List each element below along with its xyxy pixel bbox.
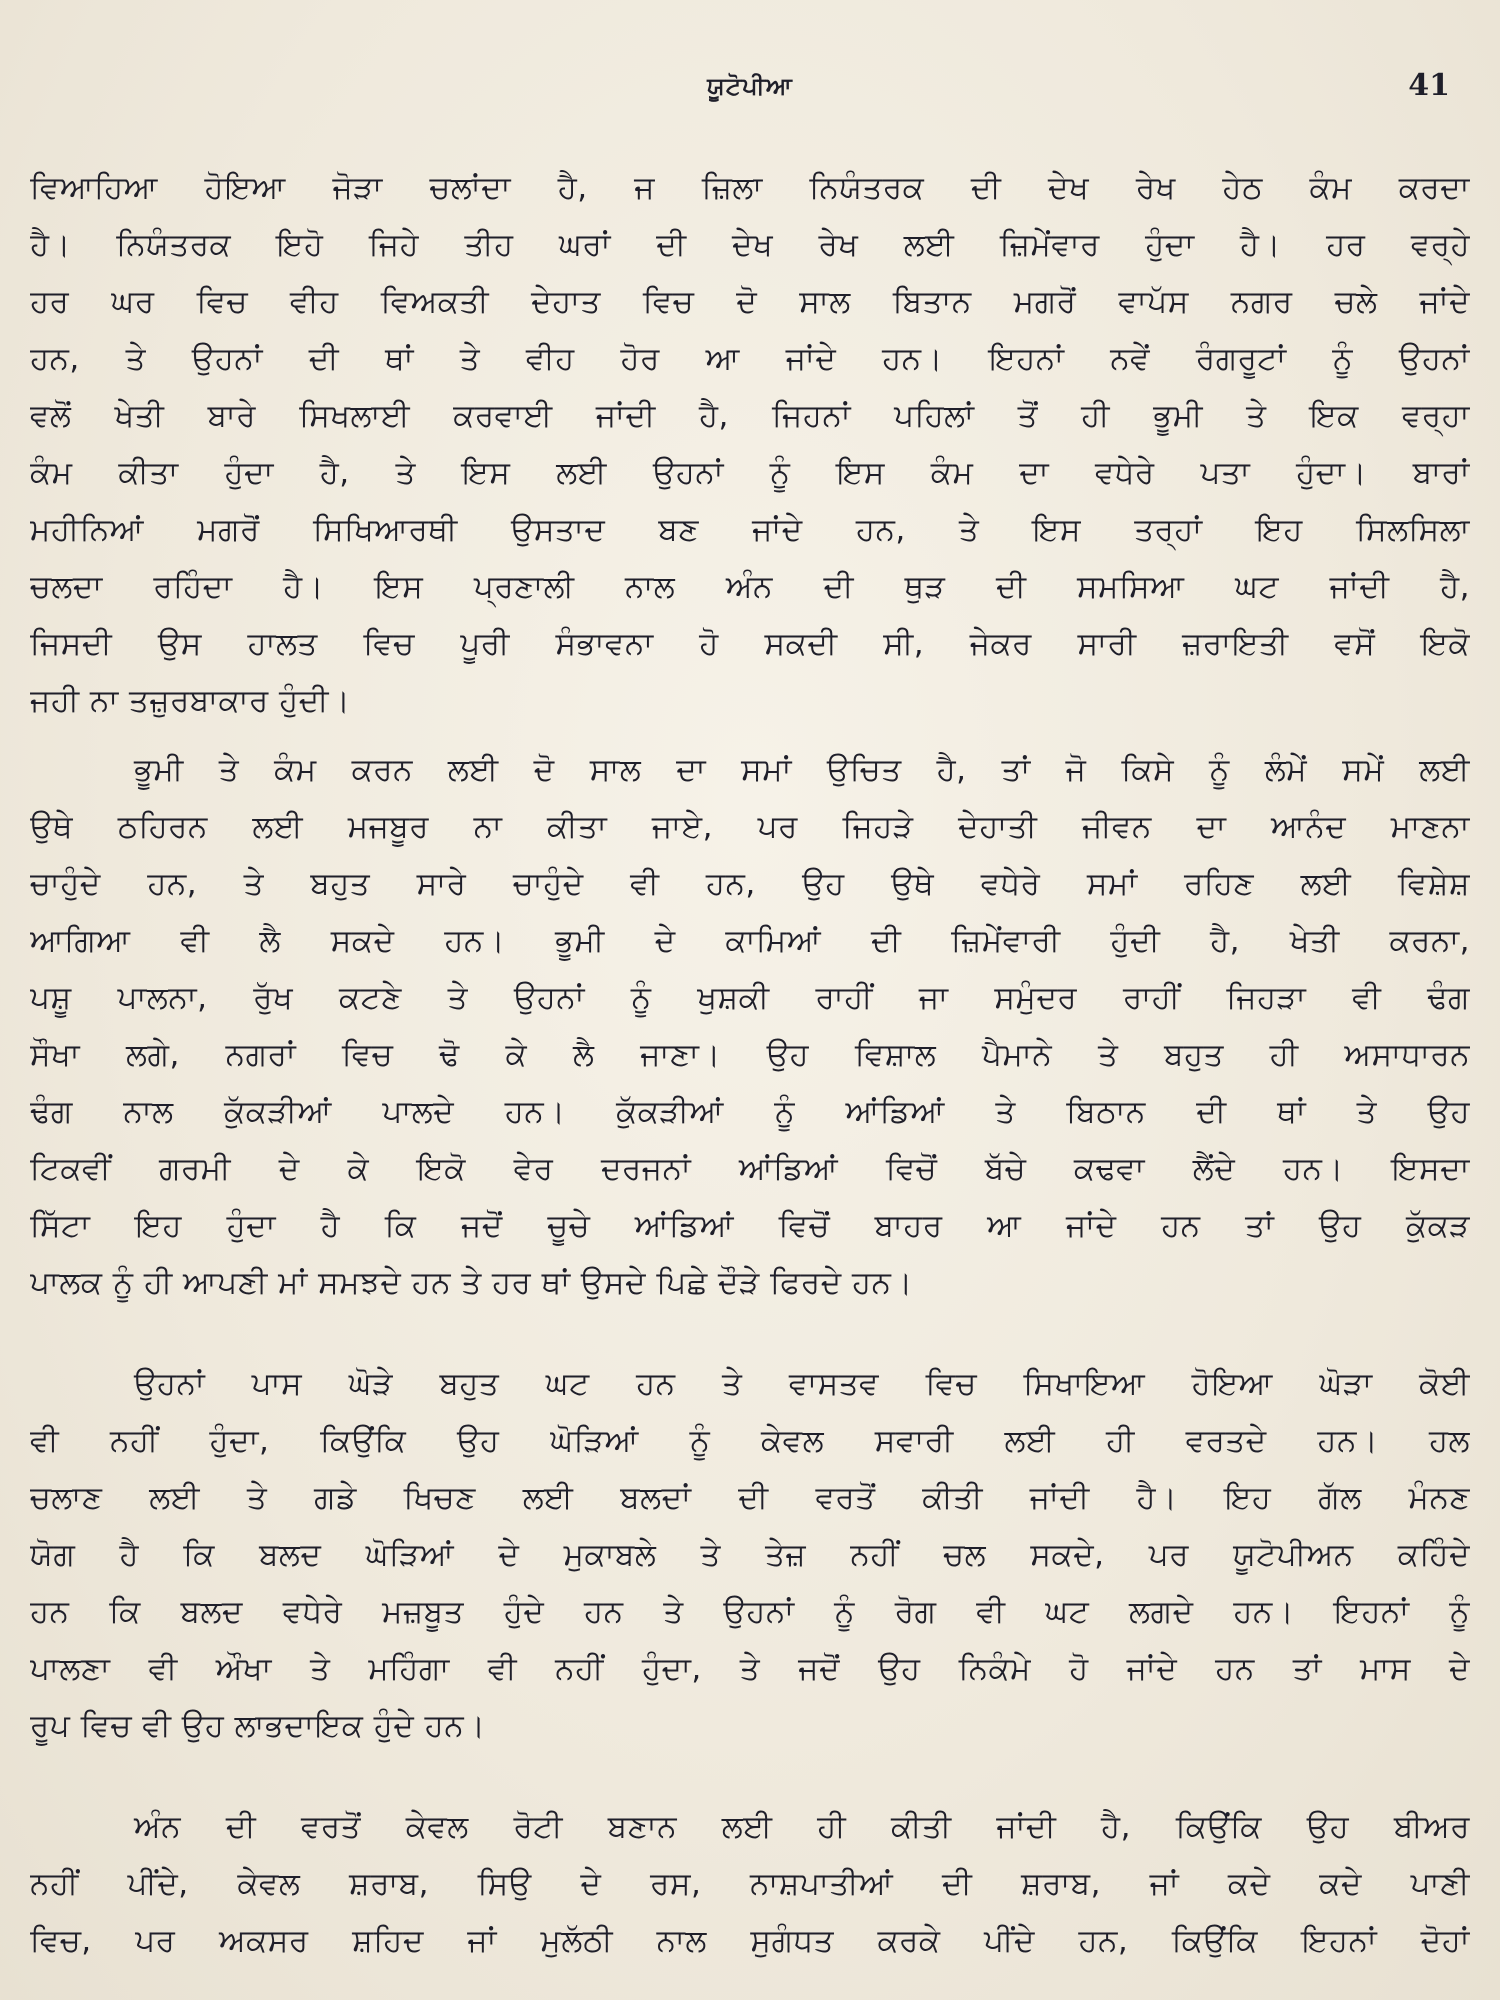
- text-line: ਜਿਸਦੀ ਉਸ ਹਾਲਤ ਵਿਚ ਪੂਰੀ ਸੰਭਾਵਨਾ ਹੋ ਸਕਦੀ ਸੀ, ਜੇਕਰ ਸਾਰੀ ਜ਼ਰਾਇਤੀ ਵਸੋਂ ਇਕੋ: [30, 626, 1470, 662]
- text-line: ਹਰ ਘਰ ਵਿਚ ਵੀਹ ਵਿਅਕਤੀ ਦੇਹਾਤ ਵਿਚ ਦੋ ਸਾਲ ਬਿਤਾਨ ਮਗਰੋਂ ਵਾਪੱਸ ਨਗਰ ਚਲੇ ਜਾਂਦੇ: [30, 284, 1470, 320]
- running-title: ਯੂਟੋਪੀਆ: [707, 72, 793, 100]
- text-line: ਨਹੀਂ ਪੀਂਦੇ, ਕੇਵਲ ਸ਼ਰਾਬ, ਸਿਉ ਦੇ ਰਸ, ਨਾਸ਼ਪਾਤੀਆਂ ਦੀ ਸ਼ਰਾਬ, ਜਾਂ ਕਦੇ ਕਦੇ ਪਾਣੀ: [30, 1866, 1470, 1902]
- text-line: ਵਿਚ, ਪਰ ਅਕਸਰ ਸ਼ਹਿਦ ਜਾਂ ਮੁਲੱਠੀ ਨਾਲ ਸੁਗੰਧਤ ਕਰਕੇ ਪੀਂਦੇ ਹਨ, ਕਿਉਂਕਿ ਇਹਨਾਂ ਦੋਹਾਂ: [30, 1923, 1470, 1959]
- text-line: ਉਥੇ ਠਹਿਰਨ ਲਈ ਮਜਬੂਰ ਨਾ ਕੀਤਾ ਜਾਏ, ਪਰ ਜਿਹੜੇ ਦੇਹਾਤੀ ਜੀਵਨ ਦਾ ਆਨੰਦ ਮਾਣਨਾ: [30, 809, 1470, 845]
- text-line: ਚਾਹੁੰਦੇ ਹਨ, ਤੇ ਬਹੁਤ ਸਾਰੇ ਚਾਹੁੰਦੇ ਵੀ ਹਨ, ਉਹ ਉਥੇ ਵਧੇਰੇ ਸਮਾਂ ਰਹਿਣ ਲਈ ਵਿਸ਼ੇਸ਼: [30, 866, 1470, 902]
- text-line: ਵੀ ਨਹੀਂ ਹੁੰਦਾ, ਕਿਉਂਕਿ ਉਹ ਘੋੜਿਆਂ ਨੂੰ ਕੇਵਲ ਸਵਾਰੀ ਲਈ ਹੀ ਵਰਤਦੇ ਹਨ। ਹਲ: [30, 1423, 1470, 1459]
- page-number: 41: [1408, 68, 1450, 103]
- text-line: ਭੂਮੀ ਤੇ ਕੰਮ ਕਰਨ ਲਈ ਦੋ ਸਾਲ ਦਾ ਸਮਾਂ ਉਚਿਤ ਹੈ, ਤਾਂ ਜੋ ਕਿਸੇ ਨੂੰ ਲੰਮੇਂ ਸਮੇਂ ਲਈ: [134, 752, 1470, 788]
- body-text: [30, 160, 1470, 1970]
- text-line: ਚਲਾਣ ਲਈ ਤੇ ਗਡੇ ਖਿਚਣ ਲਈ ਬਲਦਾਂ ਦੀ ਵਰਤੋਂ ਕੀਤੀ ਜਾਂਦੀ ਹੈ। ਇਹ ਗੱਲ ਮੰਨਣ: [30, 1480, 1470, 1516]
- text-line: ਪਾਲਣਾ ਵੀ ਔਖਾ ਤੇ ਮਹਿੰਗਾ ਵੀ ਨਹੀਂ ਹੁੰਦਾ, ਤੇ ਜਦੋਂ ਉਹ ਨਿਕੰਮੇ ਹੋ ਜਾਂਦੇ ਹਨ ਤਾਂ ਮਾਸ ਦੇ: [30, 1651, 1470, 1687]
- text-line: ਰੂਪ ਵਿਚ ਵੀ ਉਹ ਲਾਭਦਾਇਕ ਹੁੰਦੇ ਹਨ।: [30, 1708, 486, 1744]
- text-line: ਆਗਿਆ ਵੀ ਲੈ ਸਕਦੇ ਹਨ। ਭੂਮੀ ਦੇ ਕਾਮਿਆਂ ਦੀ ਜ਼ਿਮੇਂਵਾਰੀ ਹੁੰਦੀ ਹੈ, ਖੇਤੀ ਕਰਨਾ,: [30, 923, 1470, 959]
- text-line: ਯੋਗ ਹੈ ਕਿ ਬਲਦ ਘੋੜਿਆਂ ਦੇ ਮੁਕਾਬਲੇ ਤੇ ਤੇਜ਼ ਨਹੀਂ ਚਲ ਸਕਦੇ, ਪਰ ਯੂਟੋਪੀਅਨ ਕਹਿੰਦੇ: [30, 1537, 1470, 1573]
- text-line: ਹਨ ਕਿ ਬਲਦ ਵਧੇਰੇ ਮਜ਼ਬੂਤ ਹੁੰਦੇ ਹਨ ਤੇ ਉਹਨਾਂ ਨੂੰ ਰੋਗ ਵੀ ਘਟ ਲਗਦੇ ਹਨ। ਇਹਨਾਂ ਨੂੰ: [30, 1594, 1470, 1630]
- paragraph-3: [30, 1356, 1470, 1755]
- text-line: ਮਹੀਨਿਆਂ ਮਗਰੋਂ ਸਿਖਿਆਰਥੀ ਉਸਤਾਦ ਬਣ ਜਾਂਦੇ ਹਨ, ਤੇ ਇਸ ਤਰ੍ਹਾਂ ਇਹ ਸਿਲਸਿਲਾ: [30, 512, 1470, 548]
- text-line: ਅੰਨ ਦੀ ਵਰਤੋਂ ਕੇਵਲ ਰੋਟੀ ਬਣਾਨ ਲਈ ਹੀ ਕੀਤੀ ਜਾਂਦੀ ਹੈ, ਕਿਉਂਕਿ ਉਹ ਬੀਅਰ: [134, 1809, 1470, 1845]
- text-line: ਪਸ਼ੂ ਪਾਲਨਾ, ਰੁੱਖ ਕਟਣੇ ਤੇ ਉਹਨਾਂ ਨੂੰ ਖੁਸ਼ਕੀ ਰਾਹੀਂ ਜਾ ਸਮੁੰਦਰ ਰਾਹੀਂ ਜਿਹੜਾ ਵੀ ਢੰਗ: [30, 980, 1470, 1016]
- text-line: ਢੰਗ ਨਾਲ ਕੁੱਕੜੀਆਂ ਪਾਲਦੇ ਹਨ। ਕੁੱਕੜੀਆਂ ਨੂੰ ਆਂਡਿਆਂ ਤੇ ਬਿਠਾਨ ਦੀ ਥਾਂ ਤੇ ਉਹ: [30, 1094, 1470, 1130]
- text-line: ਜਹੀ ਨਾ ਤਜ਼ੁਰਬਾਕਾਰ ਹੁੰਦੀ।: [30, 683, 351, 719]
- paragraph-2: [30, 742, 1470, 1312]
- text-line: ਹੈ। ਨਿਯੰਤਰਕ ਇਹੋ ਜਿਹੇ ਤੀਹ ਘਰਾਂ ਦੀ ਦੇਖ ਰੇਖ ਲਈ ਜ਼ਿਮੇਂਵਾਰ ਹੁੰਦਾ ਹੈ। ਹਰ ਵਰ੍ਹੇ: [30, 227, 1470, 263]
- text-line: ਵਲੋਂ ਖੇਤੀ ਬਾਰੇ ਸਿਖਲਾਈ ਕਰਵਾਈ ਜਾਂਦੀ ਹੈ, ਜਿਹਨਾਂ ਪਹਿਲਾਂ ਤੋਂ ਹੀ ਭੂਮੀ ਤੇ ਇਕ ਵਰ੍ਹਾ: [30, 398, 1470, 434]
- text-line: ਉਹਨਾਂ ਪਾਸ ਘੋੜੇ ਬਹੁਤ ਘਟ ਹਨ ਤੇ ਵਾਸਤਵ ਵਿਚ ਸਿਖਾਇਆ ਹੋਇਆ ਘੋੜਾ ਕੋਈ: [134, 1366, 1470, 1402]
- paragraph-4: [30, 1799, 1470, 1970]
- text-line: ਸੌਖਾ ਲਗੇ, ਨਗਰਾਂ ਵਿਚ ਢੋ ਕੇ ਲੈ ਜਾਣਾ। ਉਹ ਵਿਸ਼ਾਲ ਪੈਮਾਨੇ ਤੇ ਬਹੁਤ ਹੀ ਅਸਾਧਾਰਨ: [30, 1037, 1470, 1073]
- text-line: ਚਲਦਾ ਰਹਿੰਦਾ ਹੈ। ਇਸ ਪ੍ਰਣਾਲੀ ਨਾਲ ਅੰਨ ਦੀ ਥੁੜ ਦੀ ਸਮਸਿਆ ਘਟ ਜਾਂਦੀ ਹੈ,: [30, 569, 1470, 605]
- text-line: ਕੰਮ ਕੀਤਾ ਹੁੰਦਾ ਹੈ, ਤੇ ਇਸ ਲਈ ਉਹਨਾਂ ਨੂੰ ਇਸ ਕੰਮ ਦਾ ਵਧੇਰੇ ਪਤਾ ਹੁੰਦਾ। ਬਾਰਾਂ: [30, 455, 1470, 491]
- text-line: ਸਿੱਟਾ ਇਹ ਹੁੰਦਾ ਹੈ ਕਿ ਜਦੋਂ ਚੂਚੇ ਆਂਡਿਆਂ ਵਿਚੋਂ ਬਾਹਰ ਆ ਜਾਂਦੇ ਹਨ ਤਾਂ ਉਹ ਕੁੱਕੜ: [30, 1208, 1470, 1244]
- text-line: ਹਨ, ਤੇ ਉਹਨਾਂ ਦੀ ਥਾਂ ਤੇ ਵੀਹ ਹੋਰ ਆ ਜਾਂਦੇ ਹਨ। ਇਹਨਾਂ ਨਵੇਂ ਰੰਗਰੂਟਾਂ ਨੂੰ ਉਹਨਾਂ: [30, 341, 1470, 377]
- text-line: ਵਿਆਹਿਆ ਹੋਇਆ ਜੋੜਾ ਚਲਾਂਦਾ ਹੈ, ਜ ਜ਼ਿਲਾ ਨਿਯੰਤਰਕ ਦੀ ਦੇਖ ਰੇਖ ਹੇਠ ਕੰਮ ਕਰਦਾ: [30, 170, 1470, 206]
- paragraph-1: [30, 160, 1470, 730]
- page-header: [0, 68, 1500, 112]
- text-line: ਪਾਲਕ ਨੂੰ ਹੀ ਆਪਣੀ ਮਾਂ ਸਮਝਦੇ ਹਨ ਤੇ ਹਰ ਥਾਂ ਉਸਦੇ ਪਿਛੇ ਦੌੜੇ ਫਿਰਦੇ ਹਨ।: [30, 1265, 913, 1301]
- text-line: ਟਿਕਵੀਂ ਗਰਮੀ ਦੇ ਕੇ ਇਕੋ ਵੇਰ ਦਰਜਨਾਂ ਆਂਡਿਆਂ ਵਿਚੋਂ ਬੱਚੇ ਕਢਵਾ ਲੈਂਦੇ ਹਨ। ਇਸਦਾ: [30, 1151, 1470, 1187]
